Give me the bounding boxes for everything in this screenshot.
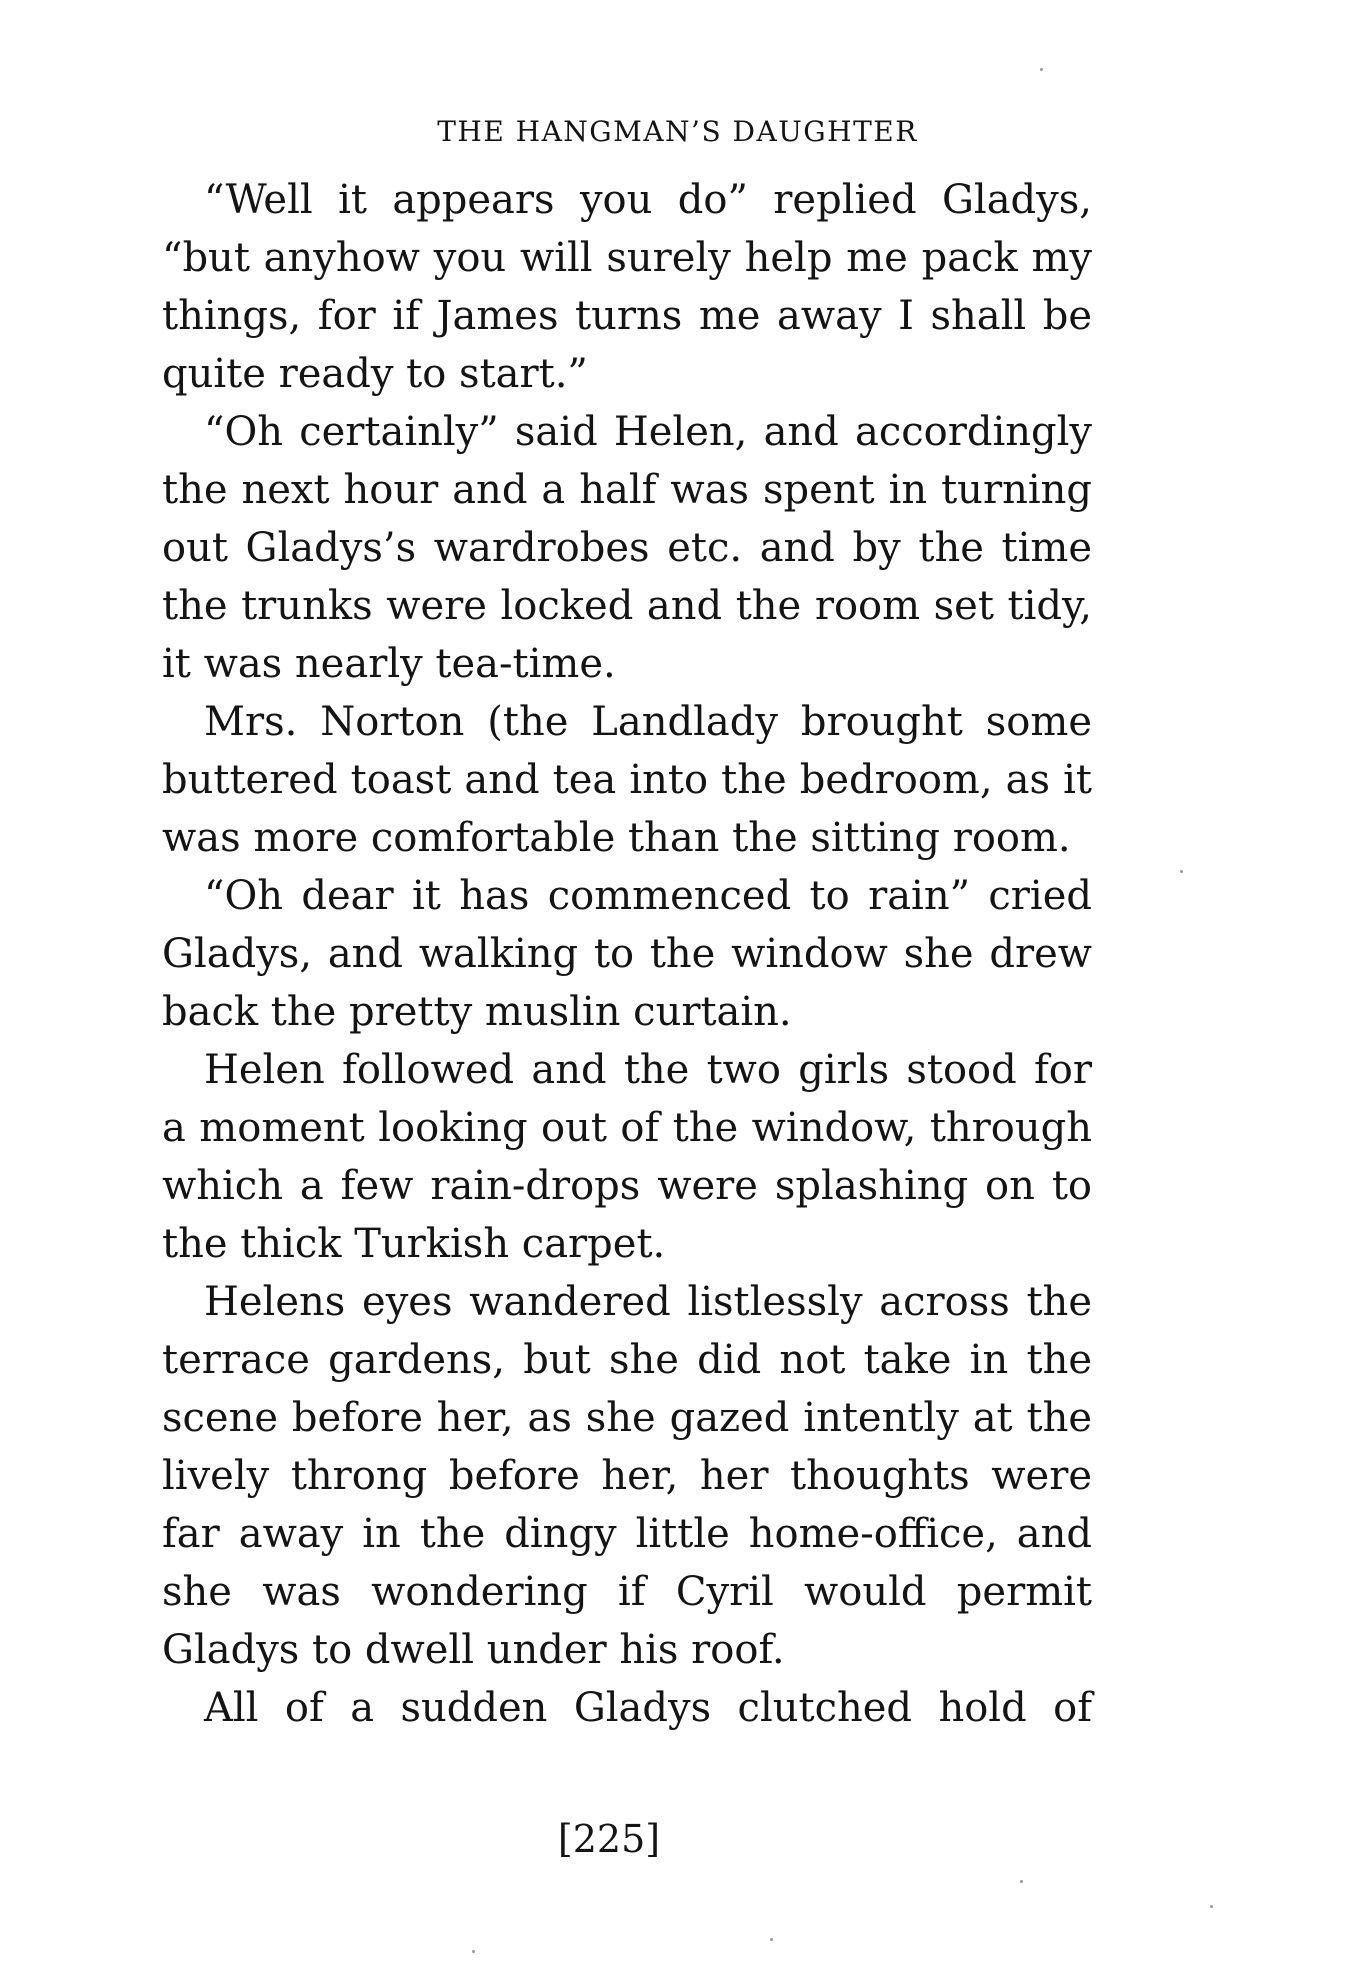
running-head: THE HANGMAN’S DAUGHTER (437, 115, 918, 148)
text-line: “Oh dear it has commenced to rain” cried (204, 873, 1092, 919)
text-line: a moment looking out of the window, through (162, 1105, 1092, 1151)
text-line: buttered toast and tea into the bedroom, as it (162, 757, 1092, 803)
scan-speck (472, 1950, 475, 1953)
body-text (162, 171, 1092, 1737)
scan-speck (1020, 1880, 1023, 1883)
text-line: Gladys to dwell under his roof. (162, 1627, 785, 1673)
text-line: she was wondering if Cyril would permit (162, 1569, 1092, 1615)
text-line: the trunks were locked and the room set tidy, (162, 583, 1092, 629)
text-line: Helen followed and the two girls stood for (204, 1047, 1092, 1093)
text-line: was more comfortable than the sitting room. (162, 815, 1071, 861)
text-line: “Oh certainly” said Helen, and accordingly (204, 409, 1092, 455)
page-number: [225] (557, 1817, 661, 1861)
text-line: things, for if James turns me away I shall be (162, 293, 1092, 339)
text-line: out Gladys’s wardrobes etc. and by the time (162, 525, 1092, 571)
text-line: the next hour and a half was spent in turning (162, 467, 1092, 513)
text-line: lively throng before her, her thoughts were (162, 1453, 1092, 1499)
text-line: the thick Turkish carpet. (162, 1221, 666, 1267)
text-line: it was nearly tea-time. (162, 641, 616, 687)
text-line: back the pretty muslin curtain. (162, 989, 792, 1035)
text-line: “Well it appears you do” replied Gladys, (204, 177, 1092, 223)
text-line: “but anyhow you will surely help me pack my (162, 235, 1092, 281)
text-line: Helens eyes wandered listlessly across the (204, 1279, 1092, 1325)
scan-speck (1040, 68, 1043, 71)
text-line: which a few rain-drops were splashing on to (162, 1163, 1092, 1209)
text-line: quite ready to start.” (162, 351, 588, 397)
text-line: Gladys, and walking to the window she drew (162, 931, 1092, 977)
text-line: All of a sudden Gladys clutched hold of (204, 1685, 1092, 1731)
text-line: terrace gardens, but she did not take in the (162, 1337, 1092, 1383)
text-line: far away in the dingy little home-office, and (162, 1511, 1092, 1557)
scan-speck (770, 1938, 773, 1941)
text-line: scene before her, as she gazed intently at the (162, 1395, 1092, 1441)
scan-speck (1180, 870, 1183, 873)
text-line: Mrs. Norton (the Landlady brought some (204, 699, 1092, 745)
scan-speck (1210, 1905, 1213, 1908)
